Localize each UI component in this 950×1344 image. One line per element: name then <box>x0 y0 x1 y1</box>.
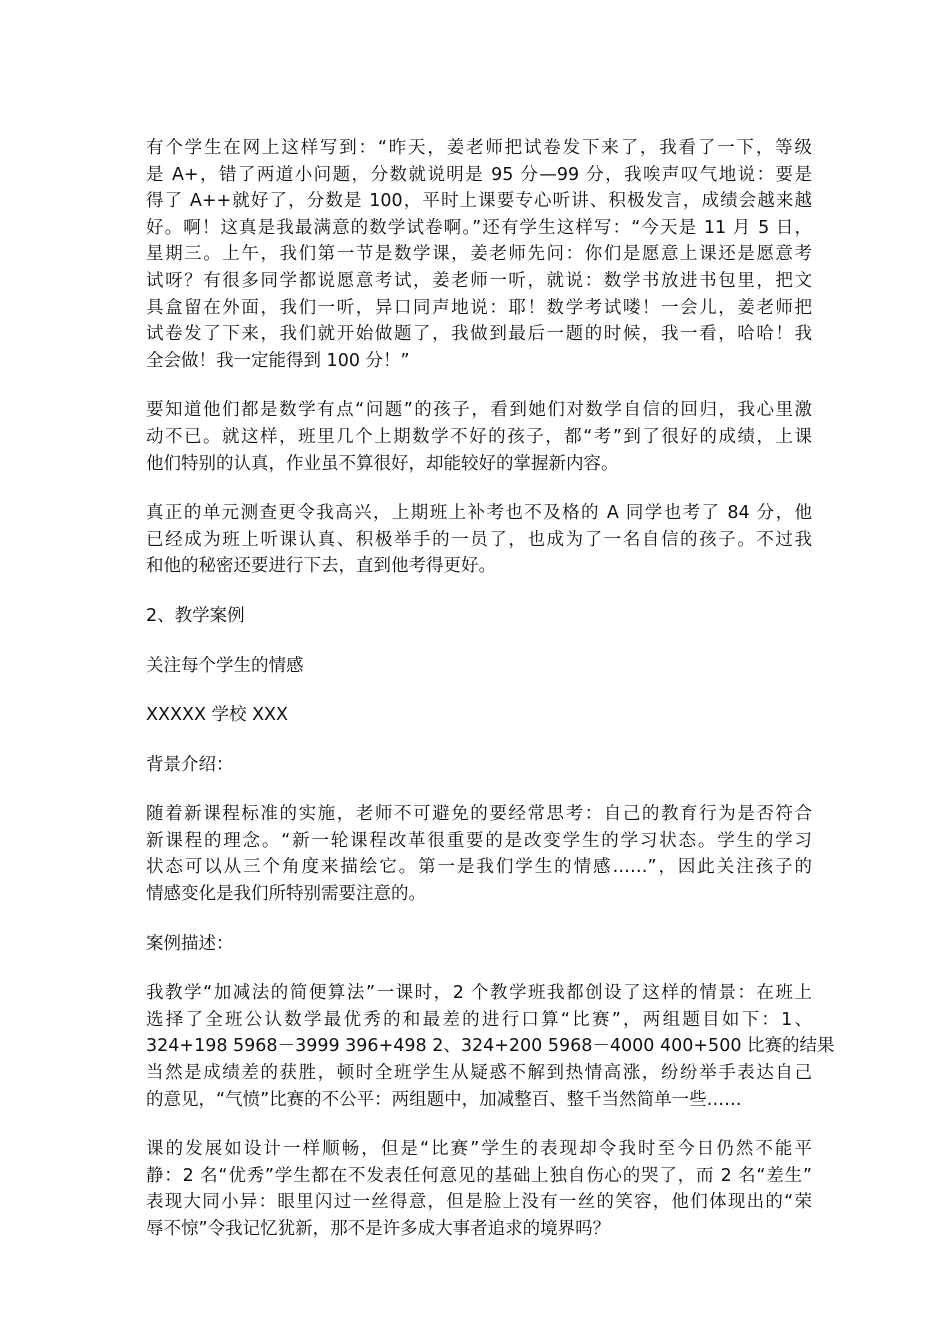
text-line: XXXXX 学校 XXX <box>146 705 289 726</box>
section-heading <box>146 603 812 630</box>
paragraph-background <box>146 801 812 907</box>
subheading-case-description <box>146 931 812 958</box>
paragraph-gap <box>146 374 812 397</box>
text-line: 是 A+，错了两道小问题，分数就说明是 95 分—99 分，我唉声叹气地说：要是 <box>146 164 812 185</box>
paragraph-case-description <box>146 980 835 1113</box>
text-line: 试呀？有很多同学都说愿意考试，姜老师一听，就说：数学书放进书包里，把文 <box>146 270 812 291</box>
text-line: 真正的单元测查更令我高兴，上期班上补考也不及格的 A 同学也考了 84 分，他 <box>146 503 812 524</box>
text-line: 随着新课程标准的实施，老师不可避免的要经常思考：自己的教育行为是否符合 <box>146 804 812 825</box>
text-line: 星期三。上午，我们第一节是数学课，姜老师先问：你们是愿意上课还是愿意考 <box>146 244 812 265</box>
paragraph-gap <box>146 729 812 752</box>
paragraph-gap <box>146 630 812 653</box>
text-line: 2、教学案例 <box>146 605 245 626</box>
paragraph-gap <box>146 580 812 603</box>
text-line: 好。啊！这真是我最满意的数学试卷啊。”还有学生这样写：“今天是 11 月 5 日， <box>146 217 812 238</box>
text-line: 当然是成绩差的获胜，顿时全班学生从疑惑不解到热情高涨，纷纷举手表达自己 <box>146 1063 812 1084</box>
text-line: 和他的秘密还要进行下去，直到他考得更好。 <box>146 556 496 577</box>
subheading-background <box>146 752 812 779</box>
paragraph-gap <box>146 477 812 500</box>
text-line: 表现大同小异：眼里闪过一丝得意，但是脸上没有一丝的笑容，他们体现出的“荣 <box>146 1192 812 1213</box>
text-line: 关注每个学生的情感 <box>146 655 304 676</box>
text-line: 选择了全班公认数学最优秀的和最差的进行口算“比赛”，两组题目如下：1、 <box>146 1009 812 1030</box>
text-line: 课的发展如设计一样顺畅，但是“比赛”学生的表现却令我时至今日仍然不能平 <box>146 1139 812 1160</box>
text-line: 要知道他们都是数学有点“问题”的孩子，看到她们对数学自信的回归，我心里激 <box>146 400 812 421</box>
text-line: 动不已。就这样，班里几个上期数学不好的孩子，都“考”到了很好的成绩，上课 <box>146 426 812 447</box>
text-line: 静：2 名“优秀”学生都在不发表任何意见的基础上独自伤心的哭了，而 2 名“差生” <box>146 1165 812 1186</box>
text-line: 的意见，“气愤”比赛的不公平：两组题中，加减整百、整千当然简单一些…… <box>146 1089 742 1110</box>
text-line: 试卷发了下来，我们就开始做题了，我做到最后一题的时候，我一看，哈哈！我 <box>146 324 812 345</box>
text-line: 得了 A++就好了，分数是 100，平时上课要专心听讲、积极发言，成绩会越来越 <box>146 191 812 212</box>
text-line: 全会做！我一定能得到 100 分！” <box>146 350 410 371</box>
paragraph-reflection <box>146 1136 812 1242</box>
text-line: 已经成为班上听课认真、积极举手的一员了，也成为了一名自信的孩子。不过我 <box>146 529 812 550</box>
paragraph-confidence-return <box>146 397 812 477</box>
paragraph-gap <box>146 778 812 801</box>
text-line: 新课程的理念。“新一轮课程改革很重要的是改变学生的学习状态。学生的学习 <box>146 830 812 851</box>
text-line: 案例描述： <box>146 933 234 954</box>
text-line: 情感变化是我们所特别需要注意的。 <box>146 884 426 905</box>
text-line: 辱不惊”令我记忆犹新，那不是许多成大事者追求的境界吗？ <box>146 1219 611 1239</box>
case-title <box>146 653 812 680</box>
text-line: 324+198 5968－3999 396+498 2、324+200 5968－4000 400+500 比赛的结果 <box>146 1036 835 1057</box>
text-line: 他们特别的认真，作业虽不算很好，却能较好的掌握新内容。 <box>146 453 619 474</box>
document-page <box>146 135 835 1243</box>
paragraph-student-diary <box>146 135 812 374</box>
paragraph-unit-test <box>146 500 812 580</box>
author-line <box>146 702 812 729</box>
paragraph-gap <box>146 679 812 702</box>
paragraph-gap <box>146 1113 812 1136</box>
text-line: 有个学生在网上这样写到：“昨天，姜老师把试卷发下来了，我看了一下，等级 <box>146 138 812 158</box>
paragraph-gap <box>146 908 812 931</box>
text-line: 状态可以从三个角度来描绘它。第一是我们学生的情感……”，因此关注孩子的 <box>146 857 812 878</box>
text-line: 我教学“加减法的简便算法”一课时，2 个教学班我都创设了这样的情景：在班上 <box>146 983 812 1004</box>
paragraph-gap <box>146 957 812 980</box>
text-line: 背景介绍： <box>146 754 234 775</box>
text-line: 具盒留在外面，我们一听，异口同声地说：耶！数学考试喽！一会儿，姜老师把 <box>146 297 812 318</box>
